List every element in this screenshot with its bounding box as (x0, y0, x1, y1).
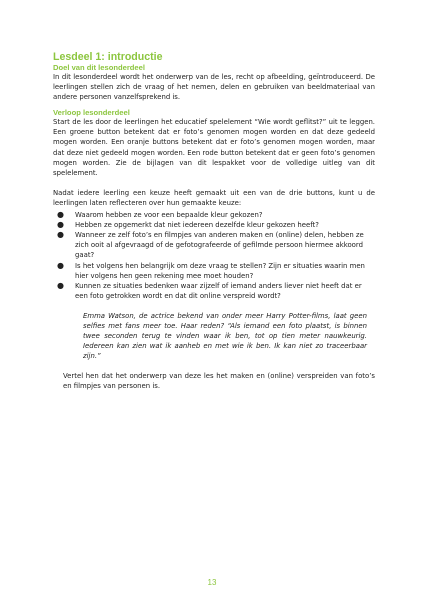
list-item-text: Hebben ze opgemerkt dat niet iedereen dezelfde kleur gekozen heeft? (75, 221, 319, 230)
page-number: 13 (207, 578, 217, 587)
list-item-text: Waarom hebben ze voor een bepaalde kleur gekozen? (75, 211, 263, 220)
list-item (53, 281, 375, 301)
list-item-text: Is het volgens hen belangrijk om deze vraag te stellen? Zijn er situaties waarin men hier volgens hen geen rekening mee moet houden? (75, 261, 365, 280)
list-item (53, 230, 375, 260)
lesson-title: Lesdeel 1: introductie (53, 51, 163, 63)
procedure-paragraph: Start de les door de leerlingen het educatief spelelement “Wie wordt geflitst?” uit te leggen. Een groene button betekent dat er foto’s genomen mogen worden en dat deze gedeeld mogen worden. Een oranje buttons betekent dat er foto’s genomen mogen worden, maar dat deze niet gedeeld mogen worden. Een rode button betekent dat er geen foto’s genomen mogen worden. Zie de bijlagen van dit lespakket voor de volledige uitleg van dit spelelement. (53, 118, 375, 177)
bullet-icon: ● (57, 280, 64, 290)
page-content (53, 52, 375, 392)
closing-paragraph: Vertel hen dat het onderwerp van deze les het maken en (online) verspreiden van foto’s en filmpjes van personen is. (63, 372, 375, 391)
list-item (53, 261, 375, 281)
bullet-icon: ● (57, 230, 64, 240)
reflection-lead: Nadat iedere leerling een keuze heeft gemaakt uit een van de drie buttons, kunt u de leerlingen laten reflecteren over hun gemaakte keuze: (53, 188, 375, 207)
emma-watson-quote: Emma Watson, de actrice bekend van onder meer Harry Potter-films, laat geen selfies met fans meer toe. Haar reden? “Als iemand een foto plaatst, is binnen twee seconden terug te vinden waar ik ben, tot op tien meter nauwkeurig. Iedereen kan zien wat ik aanheb en met wie ik ben. Ik kan niet zo traceerbaar zijn.” (83, 311, 367, 361)
list-item-text: Wanneer ze zelf foto’s en filmpjes van anderen maken en (online) delen, hebben ze zich ooit al afgevraagd of de gefotografeerde of gefilmde persoon hiermee akkoord gaat? (75, 231, 364, 260)
intro-paragraph: In dit lesonderdeel wordt het onderwerp van de les, recht op afbeelding, geïntroduceerd. De leerlingen stellen zich de vraag of het nemen, delen en gebruiken van beeldmateriaal van andere personen vanzelfsprekend is. (53, 73, 375, 102)
bullet-icon: ● (57, 260, 64, 270)
reflection-question-list (53, 210, 375, 301)
bullet-icon: ● (57, 220, 64, 230)
list-item-text: Kunnen ze situaties bedenken waar zijzelf of iemand anders liever niet heeft dat er een foto getrokken wordt en dat dit online verspreid wordt? (75, 281, 362, 300)
bullet-icon: ● (57, 210, 64, 220)
procedure-heading: Verloop lesonderdeel (53, 108, 130, 118)
goal-heading: Doel van dit lesonderdeel (53, 63, 145, 72)
list-item (53, 220, 375, 230)
list-item (53, 210, 375, 220)
